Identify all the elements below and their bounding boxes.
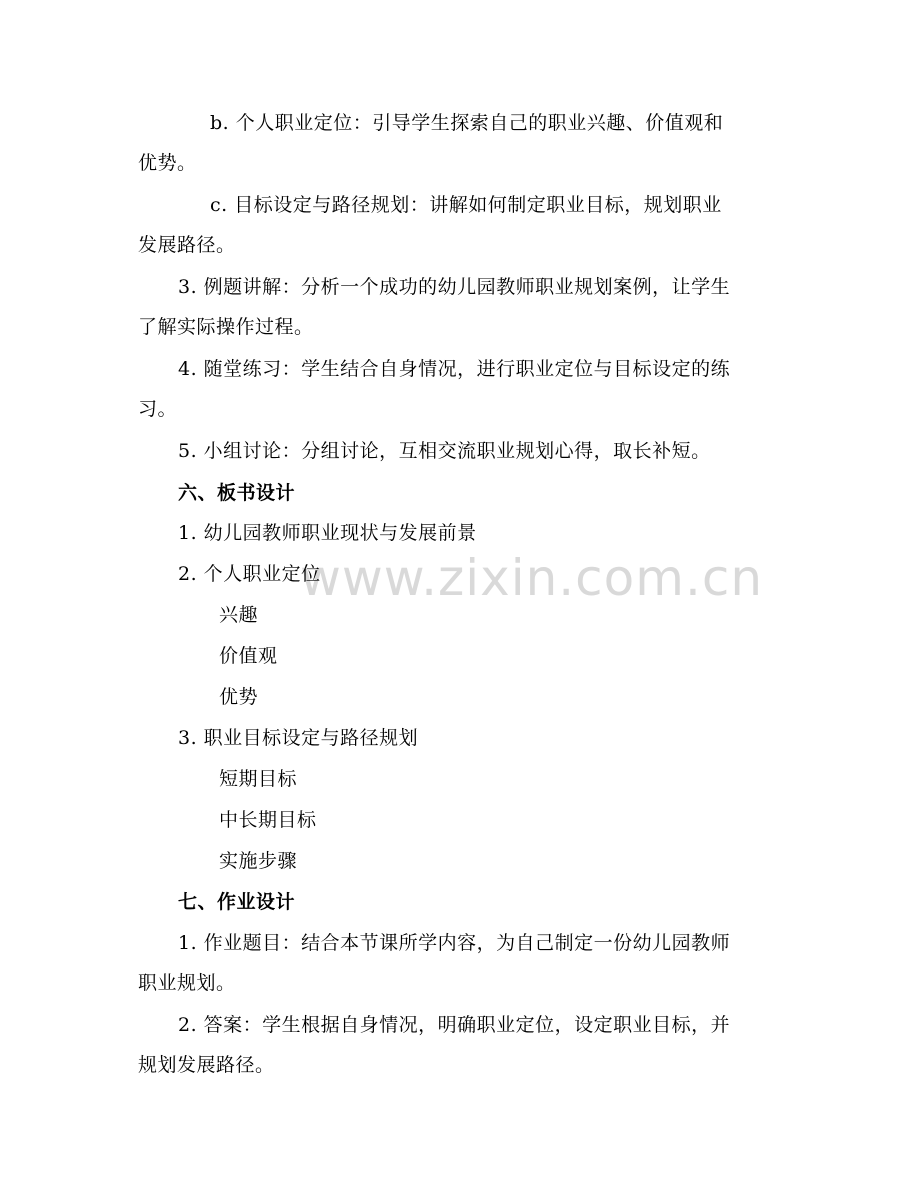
item-5-discussion: 5. 小组讨论：分组讨论，互相交流职业规划心得，取长补短。 bbox=[178, 440, 711, 462]
item-c-goal-setting: c. 目标设定与路径规划：讲解如何制定职业目标，规划职业 bbox=[210, 194, 722, 216]
item-c-continuation: 发展路径。 bbox=[138, 234, 236, 256]
homework-item-1-continuation: 职业规划。 bbox=[138, 972, 236, 994]
board-item-1: 1. 幼儿园教师职业现状与发展前景 bbox=[178, 522, 477, 544]
item-3-example: 3. 例题讲解：分析一个成功的幼儿园教师职业规划案例，让学生 bbox=[178, 276, 731, 298]
board-subitem-steps: 实施步骤 bbox=[219, 850, 298, 872]
homework-item-2-continuation: 规划发展路径。 bbox=[138, 1054, 275, 1076]
board-subitem-short-term: 短期目标 bbox=[219, 768, 298, 790]
item-4-continuation: 习。 bbox=[138, 398, 178, 420]
board-item-2: 2. 个人职业定位 bbox=[178, 563, 321, 585]
homework-item-2: 2. 答案：学生根据自身情况，明确职业定位，设定职业目标，并 bbox=[178, 1014, 731, 1036]
watermark: www.zixin.com.cn bbox=[300, 549, 764, 607]
board-subitem-strengths: 优势 bbox=[219, 686, 259, 708]
board-subitem-interest: 兴趣 bbox=[219, 604, 259, 626]
section-heading-homework: 七、作业设计 bbox=[178, 891, 296, 913]
item-3-continuation: 了解实际操作过程。 bbox=[138, 316, 314, 338]
item-b-career-positioning: b. 个人职业定位：引导学生探索自己的职业兴趣、价值观和 bbox=[210, 112, 724, 134]
board-subitem-mid-long-term: 中长期目标 bbox=[219, 809, 317, 831]
item-4-practice: 4. 随堂练习：学生结合自身情况，进行职业定位与目标设定的练 bbox=[178, 358, 731, 380]
section-heading-board-design: 六、板书设计 bbox=[178, 482, 296, 504]
board-subitem-values: 价值观 bbox=[219, 645, 278, 667]
board-item-3: 3. 职业目标设定与路径规划 bbox=[178, 727, 419, 749]
homework-item-1: 1. 作业题目：结合本节课所学内容，为自己制定一份幼儿园教师 bbox=[178, 932, 731, 954]
item-b-continuation: 优势。 bbox=[138, 152, 197, 174]
